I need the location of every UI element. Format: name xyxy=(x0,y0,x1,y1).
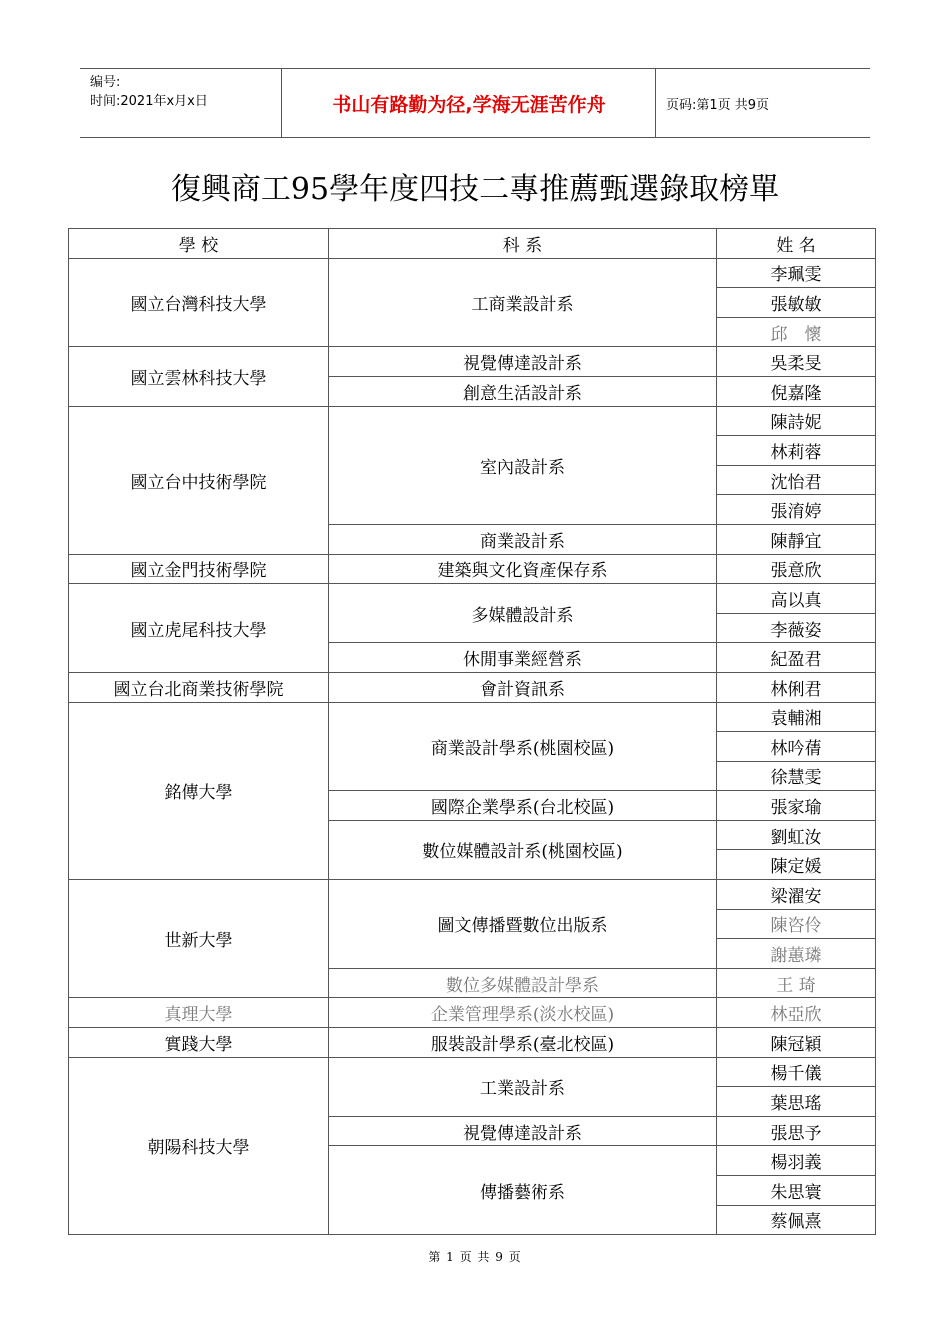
cell-name: 吳柔旻 xyxy=(717,347,876,377)
cell-name: 楊千儀 xyxy=(717,1057,876,1087)
cell-school: 世新大學 xyxy=(69,880,329,998)
cell-school: 國立台北商業技術學院 xyxy=(69,672,329,702)
header-school: 學 校 xyxy=(69,229,329,259)
table-row xyxy=(69,880,876,910)
table-row xyxy=(69,702,876,732)
cell-name: 謝蕙璘 xyxy=(717,939,876,969)
cell-name: 林莉蓉 xyxy=(717,436,876,466)
cell-name: 林吟蒨 xyxy=(717,732,876,762)
cell-school: 朝陽科技大學 xyxy=(69,1057,329,1235)
table-row xyxy=(69,347,876,377)
cell-name: 蔡佩熹 xyxy=(717,1205,876,1235)
cell-name: 陳定媛 xyxy=(717,850,876,880)
table-row xyxy=(69,1028,876,1058)
cell-department: 多媒體設計系 xyxy=(329,584,717,643)
cell-department: 數位媒體設計系(桃園校區) xyxy=(329,820,717,879)
cell-name: 梁濯安 xyxy=(717,880,876,910)
cell-school: 實踐大學 xyxy=(69,1028,329,1058)
cell-name: 林亞欣 xyxy=(717,998,876,1028)
cell-name: 沈怡君 xyxy=(717,465,876,495)
cell-name: 劉虹汝 xyxy=(717,820,876,850)
table-row xyxy=(69,258,876,288)
cell-name: 倪嘉隆 xyxy=(717,376,876,406)
table-row xyxy=(69,998,876,1028)
cell-name: 陳詩妮 xyxy=(717,406,876,436)
cell-name: 陳靜宜 xyxy=(717,524,876,554)
cell-name: 袁輔湘 xyxy=(717,702,876,732)
cell-department: 建築與文化資產保存系 xyxy=(329,554,717,584)
cell-name: 張家瑜 xyxy=(717,791,876,821)
page-footer: 第 1 页 共 9 页 xyxy=(428,1250,522,1264)
cell-name: 葉思瑤 xyxy=(717,1087,876,1117)
header-motto: 书山有路勤为径,学海无涯苦作舟 xyxy=(283,69,656,137)
cell-name: 朱思寰 xyxy=(717,1176,876,1206)
number-label: 编号: xyxy=(90,75,121,90)
cell-department: 商業設計系 xyxy=(329,524,717,554)
cell-name: 李薇姿 xyxy=(717,613,876,643)
cell-department: 數位多媒體設計學系 xyxy=(329,968,717,998)
cell-name: 張淯婷 xyxy=(717,495,876,525)
cell-school: 國立雲林科技大學 xyxy=(69,347,329,406)
time-label: 时间:2021年x月x日 xyxy=(90,94,208,109)
cell-name: 李珮雯 xyxy=(717,258,876,288)
cell-school: 銘傳大學 xyxy=(69,702,329,880)
cell-department: 視覺傳達設計系 xyxy=(329,347,717,377)
cell-department: 企業管理學系(淡水校區) xyxy=(329,998,717,1028)
cell-department: 休閒事業經營系 xyxy=(329,643,717,673)
header-meta xyxy=(80,69,282,137)
cell-name: 林俐君 xyxy=(717,672,876,702)
table-row xyxy=(69,672,876,702)
cell-name: 高以真 xyxy=(717,584,876,614)
cell-department: 服裝設計學系(臺北校區) xyxy=(329,1028,717,1058)
table-body xyxy=(69,258,876,1235)
cell-department: 室內設計系 xyxy=(329,406,717,524)
header-name: 姓 名 xyxy=(717,229,876,259)
cell-school: 國立台中技術學院 xyxy=(69,406,329,554)
cell-name: 楊羽義 xyxy=(717,1146,876,1176)
cell-name: 邱 懷 xyxy=(717,317,876,347)
cell-department: 工業設計系 xyxy=(329,1057,717,1116)
cell-school: 國立虎尾科技大學 xyxy=(69,584,329,673)
page-title: 復興商工95學年度四技二專推薦甄選錄取榜單 xyxy=(170,172,780,207)
cell-name: 張敏敏 xyxy=(717,288,876,318)
cell-name: 徐慧雯 xyxy=(717,761,876,791)
cell-department: 傳播藝術系 xyxy=(329,1146,717,1235)
cell-name: 張意欣 xyxy=(717,554,876,584)
cell-school: 國立台灣科技大學 xyxy=(69,258,329,347)
table-row xyxy=(69,554,876,584)
table-header-row xyxy=(69,229,876,259)
cell-department: 國際企業學系(台北校區) xyxy=(329,791,717,821)
cell-name: 張思予 xyxy=(717,1116,876,1146)
table-row xyxy=(69,584,876,614)
cell-school: 國立金門技術學院 xyxy=(69,554,329,584)
cell-department: 視覺傳達設計系 xyxy=(329,1116,717,1146)
cell-department: 圖文傳播暨數位出版系 xyxy=(329,880,717,969)
table-row xyxy=(69,1057,876,1087)
cell-department: 創意生活設計系 xyxy=(329,376,717,406)
cell-department: 商業設計學系(桃園校區) xyxy=(329,702,717,791)
header-department: 科 系 xyxy=(329,229,717,259)
cell-name: 紀盈君 xyxy=(717,643,876,673)
admission-table xyxy=(68,228,876,1235)
cell-department: 會計資訊系 xyxy=(329,672,717,702)
document-header xyxy=(80,68,870,138)
cell-name: 王 琦 xyxy=(717,968,876,998)
cell-name: 陳冠穎 xyxy=(717,1028,876,1058)
cell-name: 陳咨伶 xyxy=(717,909,876,939)
cell-department: 工商業設計系 xyxy=(329,258,717,347)
cell-school: 真理大學 xyxy=(69,998,329,1028)
header-page-info: 页码:第1页 共9页 xyxy=(666,97,770,113)
table-row xyxy=(69,406,876,436)
